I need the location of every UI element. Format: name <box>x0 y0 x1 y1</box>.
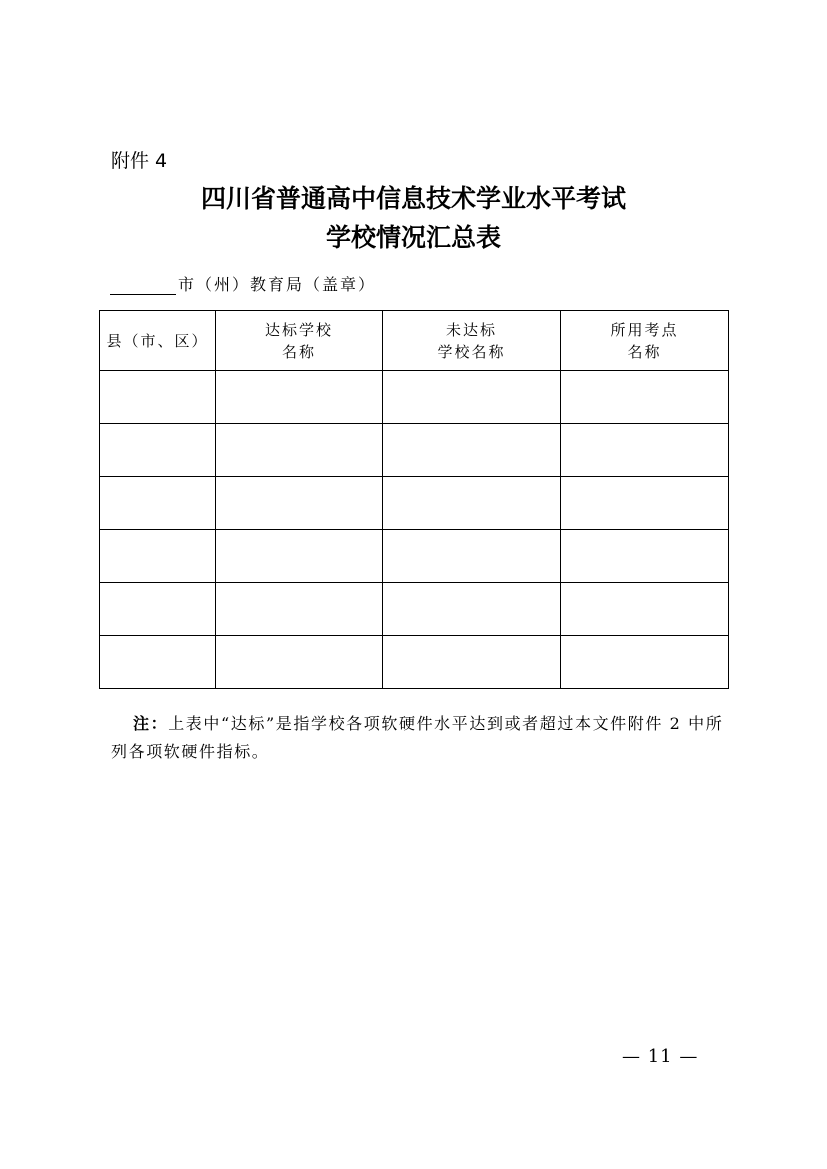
table-row <box>100 636 729 689</box>
table-cell <box>100 583 216 636</box>
header-unqualified-school: 未达标 学校名称 <box>383 311 561 371</box>
document-title-line2: 学校情况汇总表 <box>325 223 501 252</box>
table-cell <box>561 636 729 689</box>
header-county: 县（市、区） <box>100 311 216 371</box>
page-number: — 11 — <box>622 1046 699 1067</box>
summary-table <box>99 310 729 689</box>
table-cell <box>561 583 729 636</box>
attachment-label: 附件 4 <box>111 150 168 172</box>
table-row <box>100 477 729 530</box>
footnote <box>111 710 727 766</box>
table-cell <box>383 371 561 424</box>
table-cell <box>561 530 729 583</box>
table-cell <box>383 424 561 477</box>
table-cell <box>216 636 383 689</box>
table-header-row <box>100 311 729 371</box>
note-text: 上表中“达标”是指学校各项软硬件水平达到或者超过本文件附件 2 中所列各项软硬件指标。 <box>111 714 724 761</box>
table-cell <box>383 583 561 636</box>
seal-line-text: 市（州）教育局（盖章） <box>178 275 377 294</box>
table-cell <box>383 636 561 689</box>
table-cell <box>100 530 216 583</box>
table-row <box>100 371 729 424</box>
seal-line <box>110 272 376 295</box>
table-cell <box>100 636 216 689</box>
table-cell <box>216 371 383 424</box>
table-cell <box>561 371 729 424</box>
table-cell <box>100 371 216 424</box>
table-cell <box>216 530 383 583</box>
city-blank-field <box>110 274 176 295</box>
table-cell <box>383 530 561 583</box>
table-cell <box>383 477 561 530</box>
table-row <box>100 583 729 636</box>
document-title-line1: 四川省普通高中信息技术学业水平考试 <box>200 184 626 213</box>
header-qualified-school: 达标学校 名称 <box>216 311 383 371</box>
note-label: 注： <box>133 714 169 733</box>
table-cell <box>100 424 216 477</box>
table-cell <box>100 477 216 530</box>
table-cell <box>216 583 383 636</box>
table-cell <box>216 477 383 530</box>
table-cell <box>561 424 729 477</box>
table-row <box>100 424 729 477</box>
table-cell <box>561 477 729 530</box>
header-exam-site: 所用考点 名称 <box>561 311 729 371</box>
table-row <box>100 530 729 583</box>
table-cell <box>216 424 383 477</box>
